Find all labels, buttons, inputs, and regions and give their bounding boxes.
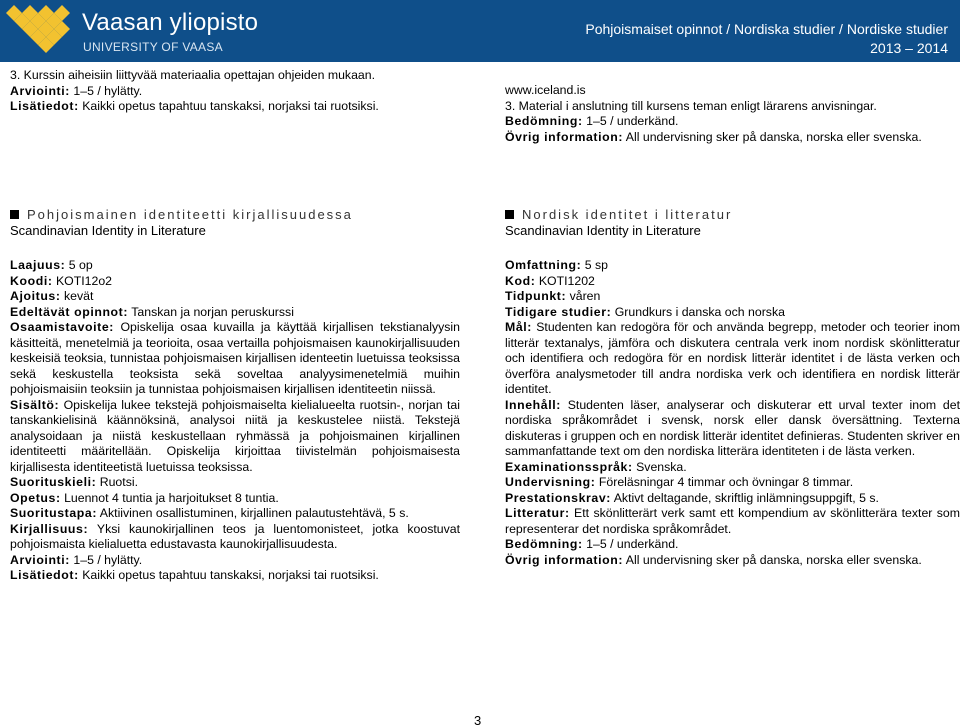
detail-value: Opiskelija osaa kuvailla ja käyttää kirjallisen tekstianalyysin käsitteitä, menetelmiä ja teorioita, osaa vertailla pohjoismaisen kaunokirjallisuuden keskeisiä teoksia, tunnistaa pohjoismaisen kirjallisen identeetin luetuissa teoksissa sekä keskustella teoksista sekä soveltaa analyysimenetelmiä muihin pohjoismaisiin teoksiin ja tunnistaa pohjoismaisen kirjallisen identiteetin niissä. — [10, 320, 460, 396]
bedomning-label: Bedömning: — [505, 114, 583, 128]
detail-label: Koodi: — [10, 273, 53, 288]
detail-value: Svenska. — [632, 459, 687, 474]
detail-label: Suoritustapa: — [10, 506, 98, 520]
detail-row — [10, 305, 460, 321]
lisatiedot-label: Lisätiedot: — [10, 99, 79, 113]
detail-value: Aktivt deltagande, skriftlig inlämningsuppgift, 5 s. — [610, 490, 879, 505]
lisatiedot-row — [10, 99, 450, 115]
detail-value: Yksi kaunokirjallinen teos ja luentomonisteet, jotka koostuvat pohjoismaista kielialuetta edustavasta kaunokirjallisuudesta. — [10, 521, 460, 551]
detail-value: 1–5 / hylätty. — [69, 552, 143, 567]
detail-row — [505, 274, 960, 290]
bedomning-value: 1–5 / underkänd. — [582, 114, 679, 128]
university-logo-icon — [6, 3, 76, 59]
detail-row — [505, 320, 960, 398]
detail-label: Kod: — [505, 273, 536, 288]
website-line: www.iceland.is — [505, 83, 586, 97]
top-right-block — [505, 83, 960, 145]
ovrig-label: Övrig information: — [505, 129, 624, 144]
detail-label: Edeltävät opinnot: — [10, 304, 129, 319]
detail-label: Innehåll: — [505, 397, 561, 412]
ovrig-value: All undervisning sker på danska, norska eller svenska. — [623, 129, 922, 144]
material-line: 3. Kurssin aiheisiin liittyvää materiaalia opettajan ohjeiden mukaan. — [10, 68, 376, 82]
detail-value: Studenten kan redogöra för och använda begrepp, metoder och teorier inom litterär textanalys, jämföra och diskutera centrala verk inom nordisk skönlitteratur och identifiera och redogöra för en nordisk litterär identitet i de lästa verken och överföra analysmetoder till andra nordiska verk och identifiera en nordisk litterär identitet. — [505, 320, 960, 396]
detail-label: Tidpunkt: — [505, 289, 567, 303]
course-fi-subtitle: Scandinavian Identity in Literature — [10, 222, 206, 238]
detail-value: Kaikki opetus tapahtuu tanskaksi, norjaksi tai ruotsiksi. — [78, 568, 379, 582]
detail-value: Grundkurs i danska och norska — [611, 304, 785, 319]
detail-row — [505, 398, 960, 460]
detail-label: Kirjallisuus: — [10, 521, 89, 536]
detail-label: Litteratur: — [505, 506, 570, 520]
detail-value: Ett skönlitterärt verk samt ett kompendium av skönlitterära texter som representerar det nordiska språkområdet. — [505, 506, 960, 536]
detail-row — [10, 398, 460, 476]
course-sv-title — [505, 207, 960, 223]
course-fi-details — [10, 258, 460, 584]
lisatiedot-value: Kaikki opetus tapahtuu tanskaksi, norjaksi tai ruotsiksi. — [78, 99, 379, 113]
detail-row — [10, 274, 460, 290]
detail-label: Tidigare studier: — [505, 304, 612, 319]
material-line-sv: 3. Material i anslutning till kursens teman enligt lärarens anvisningar. — [505, 98, 877, 113]
page-header — [0, 0, 960, 62]
detail-value: KOTI1202 — [535, 273, 595, 288]
detail-value: KOTI12o2 — [52, 273, 112, 288]
detail-row — [10, 506, 460, 522]
course-fi-title-text: Pohjoismainen identiteetti kirjallisuudessa — [27, 207, 353, 222]
detail-label: Opetus: — [10, 490, 61, 505]
course-fi-title — [10, 207, 460, 223]
detail-row — [505, 553, 960, 569]
detail-label: Lisätiedot: — [10, 568, 79, 582]
detail-row — [505, 491, 960, 507]
detail-row — [505, 475, 960, 491]
detail-label: Övrig information: — [505, 552, 624, 567]
detail-label: Ajoitus: — [10, 289, 61, 303]
bullet-square-icon — [505, 210, 514, 219]
detail-value: 5 sp — [581, 258, 608, 272]
detail-row — [505, 460, 960, 476]
detail-label: Mål: — [505, 320, 532, 334]
detail-label: Suorituskieli: — [10, 475, 97, 489]
detail-row — [10, 475, 460, 491]
header-title: Pohjoismaiset opinnot / Nordiska studier / Nordiske studier — [585, 21, 948, 37]
bedomning-row — [505, 114, 960, 130]
bullet-square-icon — [10, 210, 19, 219]
detail-label: Arviointi: — [10, 552, 70, 567]
detail-value: Opiskelija lukee tekstejä pohjoismaiselta kielialueelta ruotsin-, norjan tai tanskankielisinä käännöksinä, analysoi niitä ja keskustelee niistä. Tekstejä analysoidaan ja niistä keskustellaan ryhmässä ja pohjoismainen kirjallinen identiteetti määritellään. Opiskelija kirjoittaa tiivistelmän pohjoismaisesta kirjallisesta identiteetistä luetuissa teoksissa. — [10, 397, 460, 474]
detail-value: 5 op — [65, 258, 93, 272]
detail-value: Ruotsi. — [96, 475, 138, 489]
detail-label: Osaamistavoite: — [10, 320, 115, 334]
detail-label: Sisältö: — [10, 397, 60, 412]
detail-value: Luennot 4 tuntia ja harjoitukset 8 tuntia. — [60, 490, 279, 505]
detail-value: Aktiivinen osallistuminen, kirjallinen palautustehtävä, 5 s. — [97, 506, 409, 520]
detail-row — [505, 305, 960, 321]
detail-label: Laajuus: — [10, 258, 66, 272]
detail-row — [10, 258, 460, 274]
brand-name-finnish: Vaasan yliopisto — [82, 9, 259, 36]
detail-value: kevät — [60, 289, 94, 303]
detail-row — [505, 289, 960, 305]
detail-label: Undervisning: — [505, 475, 596, 489]
detail-label: Omfattning: — [505, 258, 582, 272]
detail-label: Bedömning: — [505, 537, 583, 551]
detail-label: Examinationsspråk: — [505, 459, 633, 474]
top-left-block — [10, 68, 450, 115]
detail-value: All undervisning sker på danska, norska eller svenska. — [623, 552, 922, 567]
brand-name-english: UNIVERSITY OF VAASA — [83, 40, 223, 54]
detail-row — [505, 537, 960, 553]
course-sv-details — [505, 258, 960, 568]
course-sv — [505, 207, 960, 568]
detail-value: Föreläsningar 4 timmar och övningar 8 timmar. — [595, 475, 854, 489]
arviointi-row — [10, 84, 450, 100]
page-number: 3 — [474, 713, 482, 728]
detail-row — [505, 506, 960, 537]
arviointi-value: 1–5 / hylätty. — [69, 83, 143, 98]
detail-value: Tanskan ja norjan peruskurssi — [128, 304, 294, 319]
detail-row — [505, 258, 960, 274]
detail-label: Prestationskrav: — [505, 490, 611, 505]
detail-row — [10, 289, 460, 305]
detail-value: Studenten läser, analyserar och diskuterar ett urval texter inom det nordiska språkområdet i svensk, norsk eller dansk översättning. Texterna diskuteras i gruppen och en nordisk litterär identitet definieras. Studenten skriver en sammanfattande text om den nordiska litterära identiteten i de lästa verken. — [505, 397, 960, 458]
header-years: 2013 – 2014 — [870, 40, 948, 56]
arviointi-label: Arviointi: — [10, 83, 70, 98]
ovrig-row — [505, 130, 960, 146]
detail-row — [10, 553, 460, 569]
detail-row — [10, 491, 460, 507]
course-sv-subtitle: Scandinavian Identity in Literature — [505, 222, 701, 238]
course-fi — [10, 207, 460, 584]
detail-row — [10, 568, 460, 584]
detail-value: våren — [566, 289, 601, 303]
course-sv-title-text: Nordisk identitet i litteratur — [522, 207, 733, 222]
detail-row — [10, 320, 460, 398]
detail-row — [10, 522, 460, 553]
detail-value: 1–5 / underkänd. — [582, 537, 679, 551]
